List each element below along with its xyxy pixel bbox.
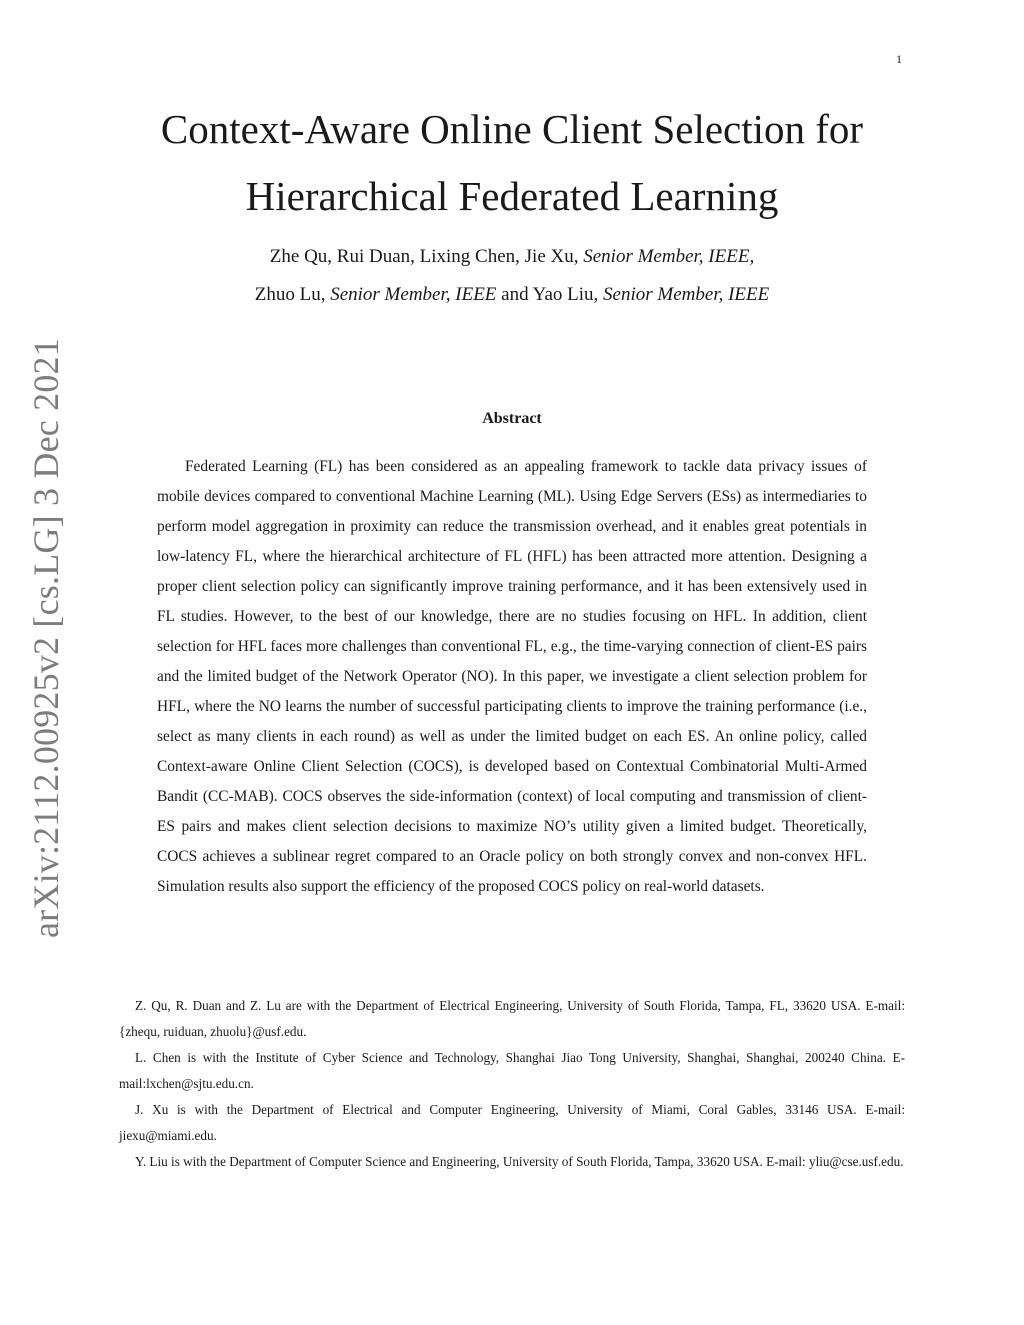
page-number: 1 — [896, 52, 902, 66]
footnote-affiliation: L. Chen is with the Institute of Cyber Science and Technology, Shanghai Jiao Tong University, Shanghai, Shanghai, 200240 China. E-mail:lxchen@sjtu.edu.cn. — [119, 1050, 905, 1091]
author-block — [100, 238, 924, 314]
author-membership: Senior Member, IEEE — [330, 284, 497, 305]
author-names: Zhe Qu, Rui Duan, Lixing Chen, Jie Xu, — [269, 246, 579, 267]
footnote-affiliation: Y. Liu is with the Department of Computer Science and Engineering, University of South Florida, Tampa, 33620 USA. E-mail: yliu@cse.usf.edu. — [135, 1154, 904, 1169]
author-membership: Senior Member, IEEE, — [583, 246, 755, 267]
abstract-body: Federated Learning (FL) has been considered as an appealing framework to tackle data privacy issues of mobile devices compared to conventional Machine Learning (ML). Using Edge Servers (ESs) as intermediaries to perform model aggregation in proximity can reduce the transmission overhead, and it enables great potentials in low-latency FL, where the hierarchical architecture of FL (HFL) has been attracted more attention. Designing a proper client selection policy can significantly improve training performance, and it has been extensively used in FL studies. However, to the best of our knowledge, there are no studies focusing on HFL. In addition, client selection for HFL faces more challenges than conventional FL, e.g., the time-varying connection of client-ES pairs and the limited budget of the Network Operator (NO). In this paper, we investigate a client selection problem for HFL, where the NO learns the number of successful participating clients to improve the training performance (i.e., select as many clients in each round) as well as under the limited budget on each ES. An online policy, called Context-aware Online Client Selection (COCS), is developed based on Contextual Combinatorial Multi-Armed Bandit (CC-MAB). COCS observes the side-information (context) of local computing and transmission of client-ES pairs and makes client selection decisions to maximize NO’s utility given a limited budget. Theoretically, COCS achieves a sublinear regret compared to an Oracle policy on both strongly convex and non-convex HFL. Simulation results also support the efficiency of the proposed COCS policy on real-world datasets. — [157, 458, 867, 895]
author-line-1 — [100, 238, 924, 276]
footnote-affiliation: J. Xu is with the Department of Electrical and Computer Engineering, University of Miami, Coral Gables, 33146 USA. E-mail: jiexu@miami.edu. — [119, 1102, 905, 1143]
title-line-2: Hierarchical Federated Learning — [245, 173, 779, 219]
arxiv-identifier: arXiv:2112.00925v2 [cs.LG] 3 Dec 2021 — [26, 338, 66, 938]
author-line-2 — [100, 276, 924, 314]
author-membership: Senior Member, IEEE — [603, 284, 770, 305]
footnote-affiliation: Z. Qu, R. Duan and Z. Lu are with the Department of Electrical Engineering, University of South Florida, Tampa, FL, 33620 USA. E-mail: {zhequ, ruiduan, zhuolu}@usf.edu. — [119, 998, 905, 1039]
abstract-heading: Abstract — [482, 410, 542, 427]
paper-title — [100, 96, 924, 230]
title-line-1: Context-Aware Online Client Selection for — [160, 106, 864, 152]
author-name: and Yao Liu, — [501, 284, 599, 305]
affiliation-footnotes — [119, 993, 905, 1175]
author-name: Zhuo Lu, — [254, 284, 326, 305]
